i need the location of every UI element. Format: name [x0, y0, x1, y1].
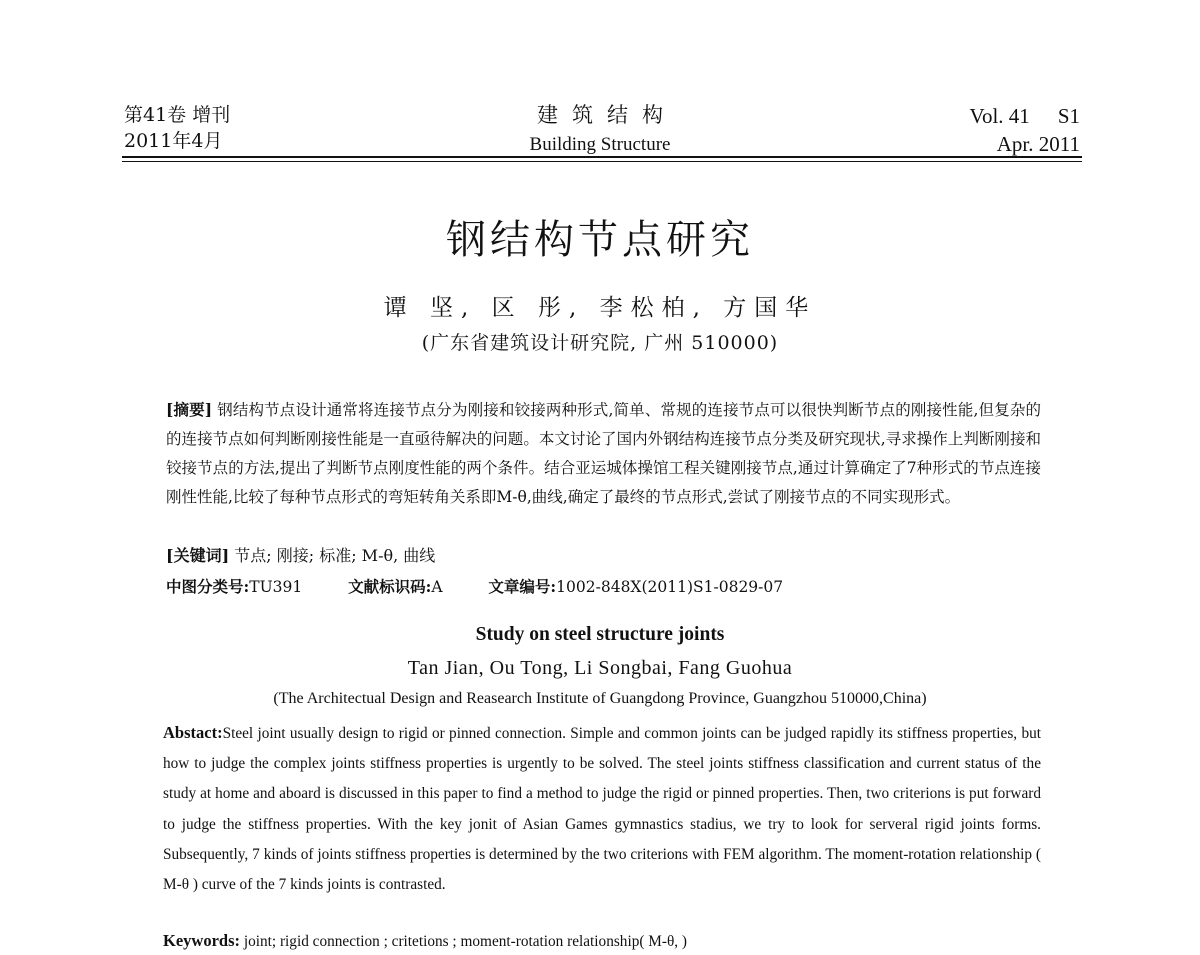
supplement-issue: S1 — [1057, 104, 1080, 128]
affiliation-cn: (广东省建筑设计研究院, 广州 510000) — [421, 332, 779, 354]
journal-name-cn: 建筑结构 — [537, 103, 677, 127]
keywords-en — [163, 928, 687, 955]
abstract-en-label: Abstact: — [163, 723, 223, 742]
abstract-en-text: Steel joint usually design to rigid or pinned connection. Simple and common joints can be judged rapidly its stiffness properties, but how to judge the complex joints stiffness properties is urgently to be solved. The steel joints stiffness classification and current status of the study at home and aboard is discussed in this paper to find a method to judge the rigid or pinned properties. Then, two criterions is put forward to judge the stiffness properties. With the key jonit of Asian Games gymnastics stadius, we try to look for serveral rigid joints forms. Subsequently, 7 kinds of joints stiffness properties is determined by the two criterions with FEM algorithm. The moment-rotation relationship ( M-θ ) curve of the 7 kinds joints is contrasted. — [163, 725, 1041, 894]
article-number-value: 1002-848X(2011)S1-0829-07 — [556, 578, 784, 596]
date-en: Apr. 2011 — [996, 132, 1080, 156]
paper-title-cn: 钢结构节点研究 — [446, 217, 754, 263]
keywords-en-text: joint; rigid connection ; critetions ; moment-rotation relationship( M-θ, ) — [243, 933, 688, 950]
volume-issue-cn: 第41卷 增刊 — [124, 104, 231, 126]
header-rule-thin — [122, 161, 1082, 162]
volume-line — [970, 102, 1080, 130]
keywords-cn-label: [关键词] — [166, 546, 230, 565]
header-rule-thick — [122, 156, 1082, 158]
keywords-cn — [166, 543, 435, 569]
volume-number: Vol. 41 — [969, 104, 1030, 128]
abstract-cn — [166, 395, 1041, 512]
keywords-en-label: Keywords: — [163, 931, 240, 950]
paper-title-en: Study on steel structure joints — [475, 624, 725, 645]
article-number-label: 文章编号: — [488, 577, 557, 596]
affiliation-en: (The Architectual Design and Reasearch Institute of Guangdong Province, Guangzhou 510000,China) — [273, 690, 927, 707]
doc-code-label: 文献标识码: — [348, 577, 432, 596]
clc-label: 中图分类号: — [166, 577, 250, 596]
abstract-cn-label: [摘要] — [166, 400, 213, 419]
abstract-cn-text: 钢结构节点设计通常将连接节点分为刚接和铰接两种形式,简单、常规的连接节点可以很快判断节点的刚接性能,但复杂的的连接节点如何判断刚接性能是一直亟待解决的问题。本文讨论了国内外钢结构连接节点分类及研究现状,寻求操作上判断刚接和铰接节点的方法,提出了判断节点刚度性能的两个条件。结合亚运城体操馆工程关键刚接节点,通过计算确定了7种形式的节点连接刚性性能,比较了每种节点形式的弯矩转角关系即M-θ,曲线,确定了最终的节点形式,尝试了刚接节点的不同实现形式。 — [166, 401, 1041, 506]
date-cn: 2011年4月 — [124, 130, 223, 152]
authors-cn: 谭 坚, 区 彤, 李松柏, 方国华 — [383, 295, 817, 321]
journal-name — [500, 102, 700, 158]
journal-name-en: Building Structure — [529, 134, 671, 155]
abstract-en — [163, 718, 1041, 900]
keywords-cn-text: 节点; 刚接; 标准; M-θ, 曲线 — [234, 546, 436, 565]
clc-value: TU391 — [249, 578, 303, 596]
classification-line — [166, 574, 783, 600]
doc-code-value: A — [431, 578, 443, 596]
journal-issue-info — [124, 102, 230, 154]
authors-en: Tan Jian, Ou Tong, Li Songbai, Fang Guohua — [407, 657, 793, 679]
journal-volume-info — [970, 102, 1080, 158]
